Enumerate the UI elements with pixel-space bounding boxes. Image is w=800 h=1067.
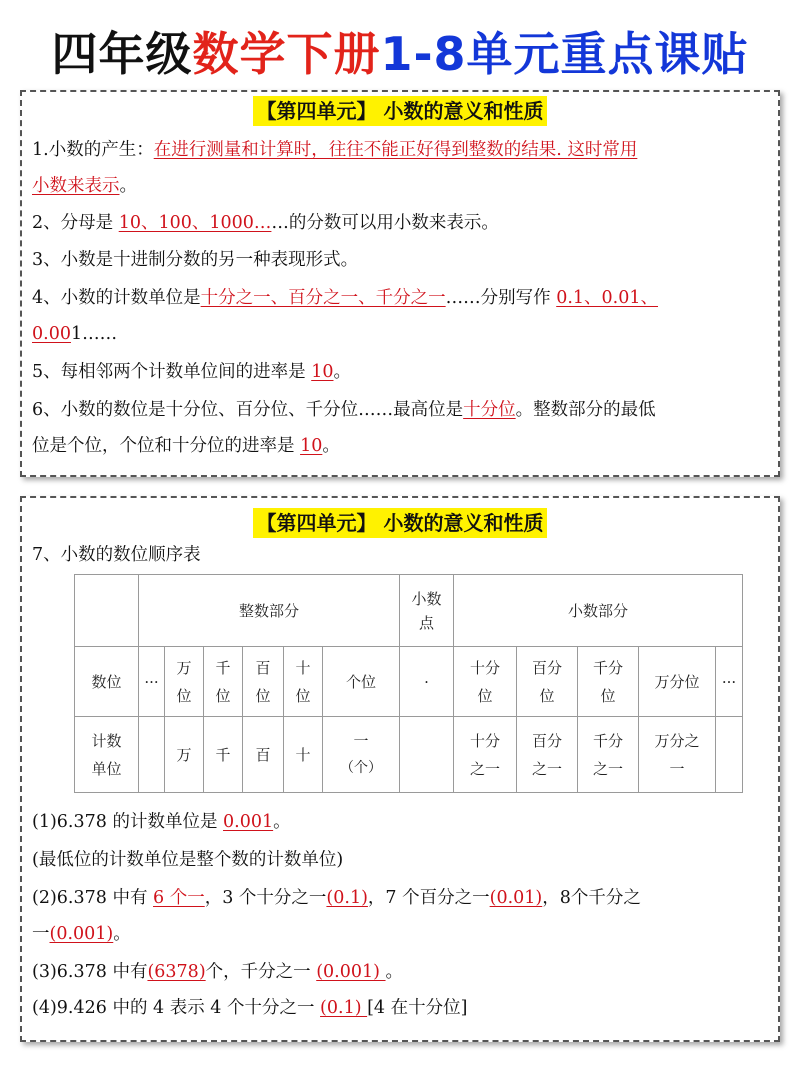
table-cell: ··· xyxy=(139,647,165,717)
table-cell-line: 位 xyxy=(600,686,616,705)
table-cell-line: 一 xyxy=(353,732,369,750)
table-cell xyxy=(204,647,243,717)
question-3 xyxy=(32,954,772,990)
table-cell: · xyxy=(400,647,454,717)
card-header: 【第四单元】 小数的意义和性质 xyxy=(253,96,548,126)
point-6-lead: 6、小数的数位是十分位、百分位、千分位……最高位是 xyxy=(32,400,464,420)
table-cell-line: 之一 xyxy=(531,759,562,778)
table-cell xyxy=(284,647,323,717)
point-4-lead: 4、小数的计数单位是 xyxy=(32,288,201,308)
point-6 xyxy=(32,392,772,464)
point-4 xyxy=(32,280,772,352)
table-cell xyxy=(578,647,639,717)
question-2-tail: 。 xyxy=(113,924,131,944)
table-cell-line: 十分 xyxy=(469,658,500,677)
table-cell-line: 位 xyxy=(255,686,271,705)
table-cell-line: 百分 xyxy=(531,658,562,677)
question-4-lead: (4)9.426 中的 4 表示 4 个十分之一 xyxy=(32,998,321,1018)
question-4-answer: (0.1) xyxy=(320,998,368,1018)
point-6-lead-2: 位是个位，个位和十分位的进率是 xyxy=(32,436,301,456)
point-5-lead: 5、每相邻两个计数单位间的进率是 xyxy=(32,362,312,382)
question-4-tail: [4 在十分位] xyxy=(367,998,468,1018)
table-cell-line: 位 xyxy=(295,686,311,705)
title-grade: 四年级 xyxy=(51,27,193,81)
question-2-lead: (2)6.378 中有 xyxy=(32,888,154,908)
table-cell: 百 xyxy=(243,717,284,793)
point-2 xyxy=(32,205,772,241)
point-4-answer-1: 十分之一、百分之一、千分之一 xyxy=(200,288,446,308)
question-4 xyxy=(32,990,772,1026)
question-2-answer-4: (0.001) xyxy=(49,924,114,944)
point-1-answer-a: 在进行测量和计算时，往往不能正好得到整数的结果. 这时常用 xyxy=(153,140,638,160)
table-head-decimal: 小数部分 xyxy=(454,575,743,647)
point-7-title: 7、小数的数位顺序表 xyxy=(32,545,201,565)
point-1-answer-b: 小数来表示 xyxy=(32,176,120,196)
point-5-answer: 10 xyxy=(311,362,334,382)
table-cell xyxy=(578,717,639,793)
table-head-point xyxy=(400,575,454,647)
question-1-tail: 。 xyxy=(273,812,291,832)
table-cell xyxy=(139,717,165,793)
table-cell-line: 十分 xyxy=(469,731,500,750)
table-cell-line: 之一 xyxy=(469,759,500,778)
table-cell-line: 千 xyxy=(215,658,231,677)
table-cell: 十 xyxy=(284,717,323,793)
table-cell-line: 千分 xyxy=(592,731,623,750)
question-2-answer-3: (0.01) xyxy=(489,888,543,908)
point-6-answer-1: 十分位 xyxy=(463,400,516,420)
question-1-answer: 0.001 xyxy=(223,812,274,832)
question-1 xyxy=(32,804,772,840)
table-cell-line: 一 xyxy=(669,759,685,778)
point-1 xyxy=(32,132,772,204)
table-cell-line: 百 xyxy=(255,658,271,677)
point-2-tail: …的分数可以用小数来表示。 xyxy=(271,213,499,233)
point-6-mid: 。整数部分的最低 xyxy=(515,400,656,420)
table-cell-line: 十 xyxy=(295,658,311,677)
question-2-lead-2: 一 xyxy=(32,924,50,944)
question-3-answer-2: (0.001) xyxy=(316,962,386,982)
table-cell: 数位 xyxy=(75,647,139,717)
question-1-lead: (1)6.378 的计数单位是 xyxy=(32,812,224,832)
note-card-1 xyxy=(20,90,780,477)
point-2-answer: 10、100、1000… xyxy=(118,213,272,233)
page-title xyxy=(0,22,800,86)
question-2-answer-1: 6 个一 xyxy=(153,888,205,908)
table-cell xyxy=(454,647,517,717)
question-3-lead: (3)6.378 中有 xyxy=(32,962,148,982)
table-cell-line: 千分 xyxy=(592,658,623,677)
question-2-text-3: ，8个千分之 xyxy=(542,888,641,908)
table-cell-line: 万分之 xyxy=(654,731,700,750)
card-header: 【第四单元】 小数的意义和性质 xyxy=(253,508,548,538)
question-2-answer-2: (0.1) xyxy=(326,888,368,908)
table-cell-line: （个） xyxy=(340,760,382,776)
point-4-mid: ……分别写作 xyxy=(445,288,557,308)
table-cell-line: 之一 xyxy=(592,759,623,778)
question-2-text-2: ，7 个百分之一 xyxy=(367,888,490,908)
table-cell xyxy=(517,717,578,793)
question-1-note: (最低位的计数单位是整个数的计数单位) xyxy=(32,850,344,870)
table-cell: 个位 xyxy=(323,647,400,717)
question-3-tail: 。 xyxy=(385,962,404,982)
table-head-point-a: 小数 xyxy=(411,589,442,608)
table-cell xyxy=(323,717,400,793)
table-cell xyxy=(165,647,204,717)
table-cell: 万分位 xyxy=(639,647,716,717)
table-cell xyxy=(75,717,139,793)
table-cell-line: 位 xyxy=(215,686,231,705)
question-2 xyxy=(32,880,772,952)
note-card-2 xyxy=(20,496,780,1042)
point-5-tail: 。 xyxy=(333,362,351,382)
title-subject: 数学下册 xyxy=(192,27,381,81)
point-6-answer-2: 10 xyxy=(300,436,323,456)
point-6-tail: 。 xyxy=(322,436,340,456)
point-2-lead: 2、分母是 xyxy=(32,213,119,233)
question-3-answer-1: (6378) xyxy=(147,962,206,982)
table-cell: 千 xyxy=(204,717,243,793)
table-cell xyxy=(639,717,716,793)
question-2-text-1: ，3 个十分之一 xyxy=(204,888,327,908)
table-cell-line: 单位 xyxy=(91,759,122,778)
title-units: 1-8单元重点课贴 xyxy=(380,27,749,81)
table-cell-line: 百分 xyxy=(531,731,562,750)
table-cell xyxy=(454,717,517,793)
table-blank-cell xyxy=(75,575,139,647)
table-cell xyxy=(243,647,284,717)
point-4-answer-2b: 0.00 xyxy=(32,324,71,344)
point-4-answer-2a: 0.1、0.01、 xyxy=(556,288,658,308)
table-cell: ··· xyxy=(716,647,743,717)
table-cell xyxy=(400,717,454,793)
table-cell xyxy=(517,647,578,717)
table-cell-line: 万 xyxy=(176,658,192,677)
point-3: 3、小数是十进制分数的另一种表现形式。 xyxy=(32,250,359,270)
table-cell-line: 位 xyxy=(176,686,192,705)
table-head-point-b: 点 xyxy=(418,613,434,632)
point-5 xyxy=(32,354,772,390)
point-1-tail: 。 xyxy=(119,176,137,196)
table-cell-line: 位 xyxy=(477,686,493,705)
point-1-lead: 1.小数的产生： xyxy=(32,140,154,160)
table-cell-line: 位 xyxy=(539,686,555,705)
table-head-integer: 整数部分 xyxy=(139,575,400,647)
table-cell-line: 计数 xyxy=(91,731,122,750)
table-cell: 万 xyxy=(165,717,204,793)
point-4-tail: 1…… xyxy=(70,324,118,344)
table-cell xyxy=(716,717,743,793)
place-value-table xyxy=(74,574,743,793)
question-3-mid: 个，千分之一 xyxy=(205,962,317,982)
